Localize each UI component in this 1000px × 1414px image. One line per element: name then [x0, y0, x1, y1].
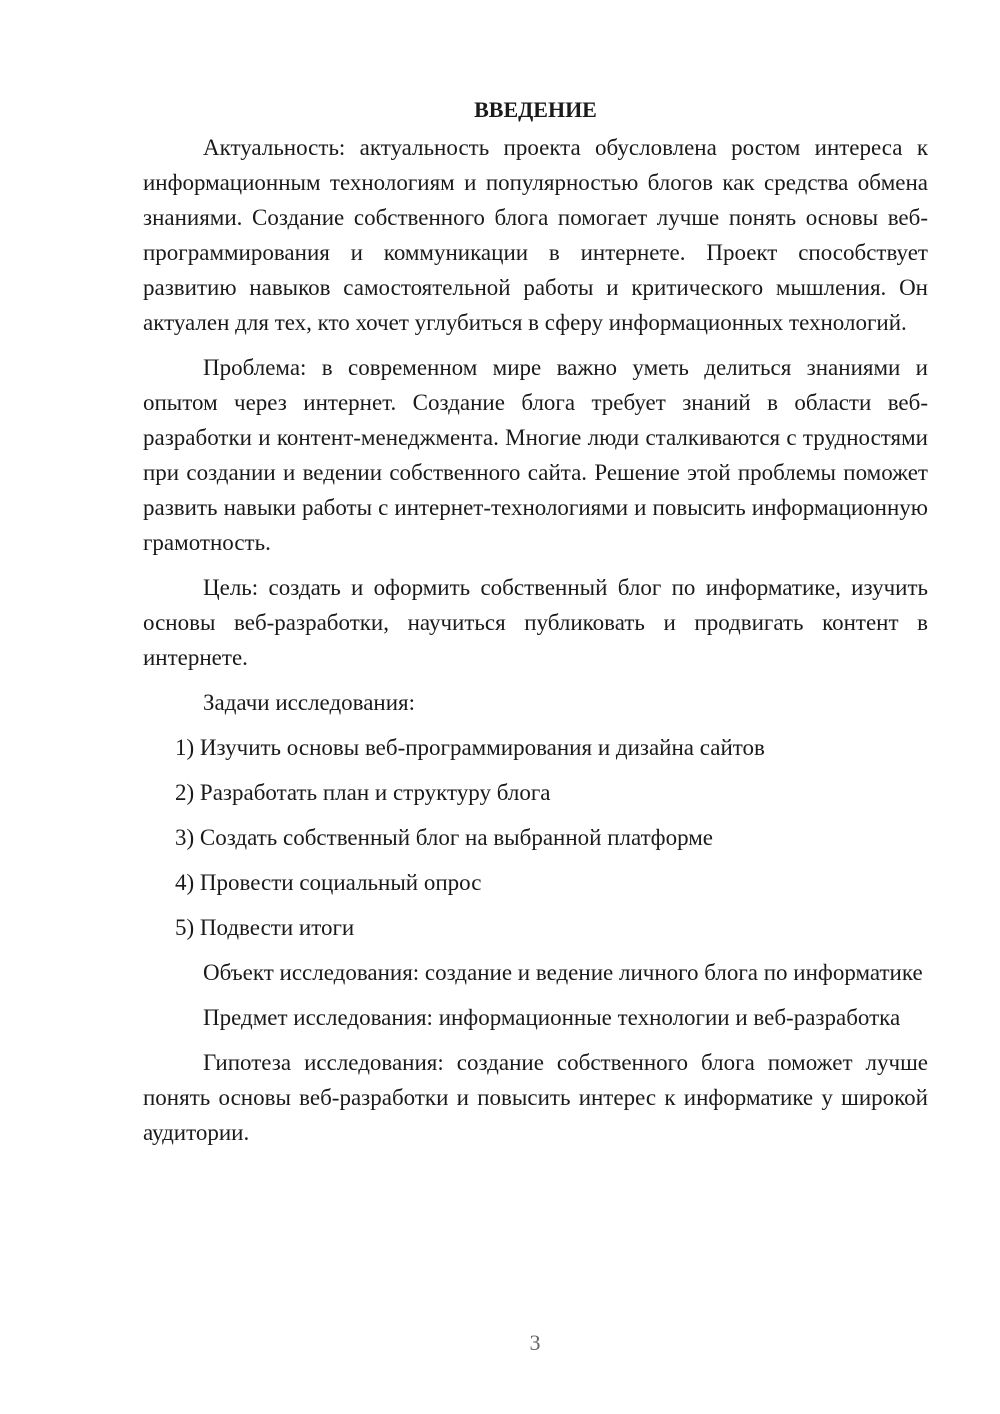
section-title: ВВЕДЕНИЕ — [474, 97, 597, 122]
problem-paragraph: Проблема: в современном мире важно уметь делиться знаниями и опытом через интернет. Создание блога требует знаний в области веб-разработки и контент-менеджмента. Многие люди сталкиваются с трудностями при создании и ведении собственного сайта. Решение этой проблемы поможет развить навыки работы с интернет-технологиями и повысить информационную грамотность. — [143, 355, 928, 555]
task-item: 4) Провести социальный опрос — [175, 870, 482, 895]
page-number: 3 — [529, 1330, 541, 1355]
task-item: 2) Разработать план и структуру блога — [175, 780, 551, 805]
task-item: 3) Создать собственный блог на выбранной платформе — [175, 825, 713, 850]
task-item: 1) Изучить основы веб-программирования и дизайна сайтов — [175, 735, 765, 760]
task-list — [143, 730, 928, 945]
relevance-paragraph: Актуальность: актуальность проекта обусловлена ростом интереса к информационным технологиям и популярностью блогов как средства обмена знаниями. Создание собственного блога помогает лучше понять основы веб-программирования и коммуникации в интернете. Проект способствует развитию навыков самостоятельной работы и критического мышления. Он актуален для тех, кто хочет углубиться в сферу информационных технологий. — [143, 135, 928, 335]
goal-paragraph: Цель: создать и оформить собственный блог по информатике, изучить основы веб-разработки, научиться публиковать и продвигать контент в интернете. — [143, 575, 928, 670]
task-item: 5) Подвести итоги — [175, 915, 355, 940]
object-paragraph: Объект исследования: создание и ведение личного блога по информатике — [203, 960, 923, 985]
hypothesis-paragraph: Гипотеза исследования: создание собственного блога поможет лучше понять основы веб-разработки и повысить интерес к информатике у широкой аудитории. — [143, 1050, 928, 1145]
subject-paragraph: Предмет исследования: информационные технологии и веб-разработка — [203, 1005, 901, 1030]
page-content — [143, 92, 928, 1160]
tasks-heading: Задачи исследования: — [203, 690, 416, 715]
